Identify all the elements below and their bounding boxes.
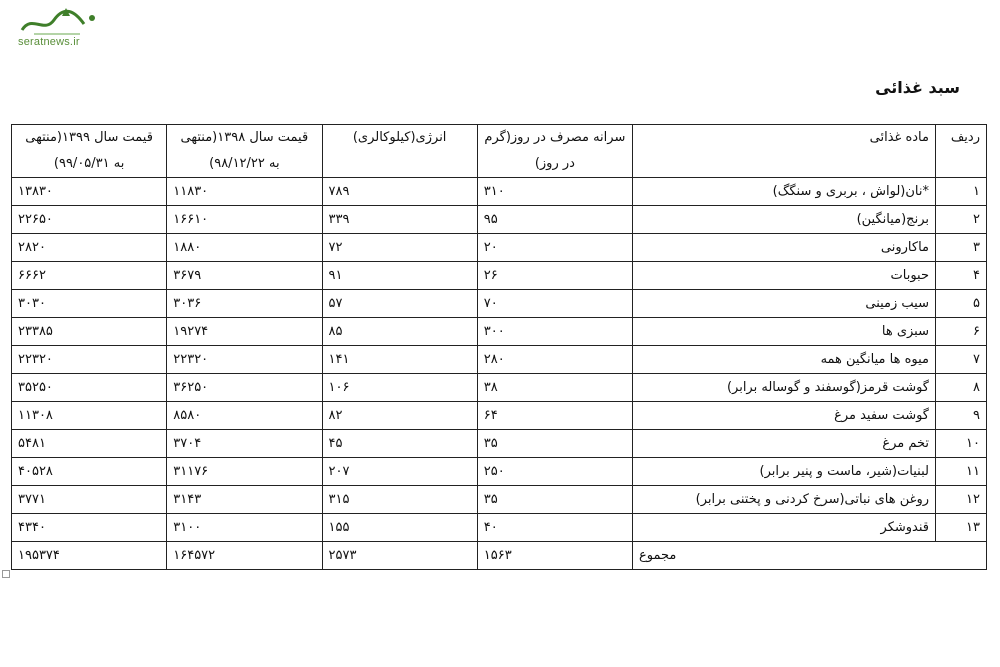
- cell-price-1398: ۳۱۱۷۶: [167, 458, 322, 486]
- cell-consumption: ۳۸: [477, 374, 632, 402]
- cell-price-1398: ۳۰۳۶: [167, 290, 322, 318]
- cell-consumption: ۶۴: [477, 402, 632, 430]
- cell-price-1399: ۵۴۸۱: [12, 430, 167, 458]
- cell-food-item: *نان(لواش ، بربری و سنگگ): [633, 178, 936, 206]
- cell-price-1398: ۳۱۰۰: [167, 514, 322, 542]
- cell-energy: ۱۴۱: [322, 346, 477, 374]
- table-row: [12, 458, 987, 486]
- cell-consumption: ۳۰۰: [477, 318, 632, 346]
- cell-price-1399: ۳۰۳۰: [12, 290, 167, 318]
- cell-index: ۴: [936, 262, 987, 290]
- cell-price-1399: ۲۲۳۲۰: [12, 346, 167, 374]
- cell-energy: ۳۳۹: [322, 206, 477, 234]
- cell-energy: ۵۷: [322, 290, 477, 318]
- cell-index: ۳: [936, 234, 987, 262]
- page-title: سبد غذائی: [875, 78, 960, 97]
- cell-price-1398: ۸۵۸۰: [167, 402, 322, 430]
- cell-food-item: ماکارونی: [633, 234, 936, 262]
- cell-price-1398: ۱۸۸۰: [167, 234, 322, 262]
- cell-consumption: ۲۶: [477, 262, 632, 290]
- cell-consumption: ۴۰: [477, 514, 632, 542]
- cell-energy: ۳۱۵: [322, 486, 477, 514]
- cell-energy: ۷۲: [322, 234, 477, 262]
- table-row: [12, 486, 987, 514]
- header-price-1398: قیمت سال ۱۳۹۸(منتهی به ۹۸/۱۲/۲۲): [167, 125, 322, 178]
- cell-consumption: ۹۵: [477, 206, 632, 234]
- cell-price-1399: ۳۷۷۱: [12, 486, 167, 514]
- cell-index: ۱۰: [936, 430, 987, 458]
- cell-price-1398: ۱۶۶۱۰: [167, 206, 322, 234]
- cell-consumption: ۳۵: [477, 486, 632, 514]
- cell-index: ۱۳: [936, 514, 987, 542]
- cell-price-1399: ۴۳۴۰: [12, 514, 167, 542]
- cell-index: ۸: [936, 374, 987, 402]
- cell-energy: ۲۰۷: [322, 458, 477, 486]
- total-energy: ۲۵۷۳: [322, 542, 477, 570]
- table-row: [12, 178, 987, 206]
- table-row: [12, 430, 987, 458]
- cell-consumption: ۳۱۰: [477, 178, 632, 206]
- header-index: ردیف: [936, 125, 987, 178]
- cell-energy: ۹۱: [322, 262, 477, 290]
- cell-consumption: ۷۰: [477, 290, 632, 318]
- cell-price-1399: ۴۰۵۲۸: [12, 458, 167, 486]
- cell-price-1398: ۲۲۳۲۰: [167, 346, 322, 374]
- cell-consumption: ۲۸۰: [477, 346, 632, 374]
- logo-site-text: seratnews.ir: [18, 36, 80, 48]
- cell-consumption: ۲۰: [477, 234, 632, 262]
- cell-price-1399: ۲۲۶۵۰: [12, 206, 167, 234]
- cell-index: ۲: [936, 206, 987, 234]
- cell-food-item: تخم مرغ: [633, 430, 936, 458]
- cell-food-item: لبنیات(شیر، ماست و پنیر برابر): [633, 458, 936, 486]
- food-basket-table: [11, 124, 987, 570]
- cell-energy: ۱۵۵: [322, 514, 477, 542]
- cell-food-item: قندوشکر: [633, 514, 936, 542]
- cell-index: ۶: [936, 318, 987, 346]
- cell-price-1398: ۳۷۰۴: [167, 430, 322, 458]
- table-row: [12, 318, 987, 346]
- cell-price-1399: ۲۸۲۰: [12, 234, 167, 262]
- table-row: [12, 346, 987, 374]
- cell-price-1399: ۶۶۶۲: [12, 262, 167, 290]
- cell-index: ۱: [936, 178, 987, 206]
- cell-energy: ۸۲: [322, 402, 477, 430]
- table-row: [12, 262, 987, 290]
- cell-food-item: میوه ها میانگین همه: [633, 346, 936, 374]
- cell-price-1399: ۳۵۲۵۰: [12, 374, 167, 402]
- cell-price-1398: ۳۶۷۹: [167, 262, 322, 290]
- cell-price-1398: ۳۱۴۳: [167, 486, 322, 514]
- cell-food-item: گوشت قرمز(گوسفند و گوساله برابر): [633, 374, 936, 402]
- total-label: مجموع: [633, 542, 987, 570]
- cell-energy: ۸۵: [322, 318, 477, 346]
- table-row: [12, 402, 987, 430]
- cell-food-item: روغن های نباتی(سرخ کردنی و پختنی برابر): [633, 486, 936, 514]
- cell-index: ۱۱: [936, 458, 987, 486]
- header-energy: انرژی(کیلوکالری): [322, 125, 477, 178]
- cell-food-item: سیب زمینی: [633, 290, 936, 318]
- total-consumption: ۱۵۶۳: [477, 542, 632, 570]
- cell-energy: ۷۸۹: [322, 178, 477, 206]
- cell-energy: ۴۵: [322, 430, 477, 458]
- table-row: [12, 290, 987, 318]
- cell-energy: ۱۰۶: [322, 374, 477, 402]
- cell-food-item: حبوبات: [633, 262, 936, 290]
- cell-consumption: ۳۵: [477, 430, 632, 458]
- cell-price-1399: ۲۳۳۸۵: [12, 318, 167, 346]
- cell-price-1398: ۱۹۲۷۴: [167, 318, 322, 346]
- cell-food-item: گوشت سفید مرغ: [633, 402, 936, 430]
- table-anchor-handle[interactable]: [2, 570, 10, 578]
- cell-food-item: سبزی ها: [633, 318, 936, 346]
- header-price-1399: قیمت سال ۱۳۹۹(منتهی به ۹۹/۰۵/۳۱): [12, 125, 167, 178]
- table-row: [12, 374, 987, 402]
- cell-index: ۵: [936, 290, 987, 318]
- cell-index: ۹: [936, 402, 987, 430]
- cell-index: ۷: [936, 346, 987, 374]
- cell-index: ۱۲: [936, 486, 987, 514]
- total-price-1398: ۱۶۴۵۷۲: [167, 542, 322, 570]
- total-row: [12, 542, 987, 570]
- header-consumption: سرانه مصرف در روز(گرم در روز): [477, 125, 632, 178]
- cell-food-item: برنج(میانگین): [633, 206, 936, 234]
- cell-price-1399: ۱۱۳۰۸: [12, 402, 167, 430]
- header-food-item: ماده غذائی: [633, 125, 936, 178]
- cell-price-1399: ۱۳۸۳۰: [12, 178, 167, 206]
- serat-logo-icon: [14, 6, 104, 40]
- total-price-1399: ۱۹۵۳۷۴: [12, 542, 167, 570]
- cell-consumption: ۲۵۰: [477, 458, 632, 486]
- table-header-row: [12, 125, 987, 178]
- cell-price-1398: ۳۶۲۵۰: [167, 374, 322, 402]
- table-row: [12, 234, 987, 262]
- cell-price-1398: ۱۱۸۳۰: [167, 178, 322, 206]
- table-row: [12, 514, 987, 542]
- table-row: [12, 206, 987, 234]
